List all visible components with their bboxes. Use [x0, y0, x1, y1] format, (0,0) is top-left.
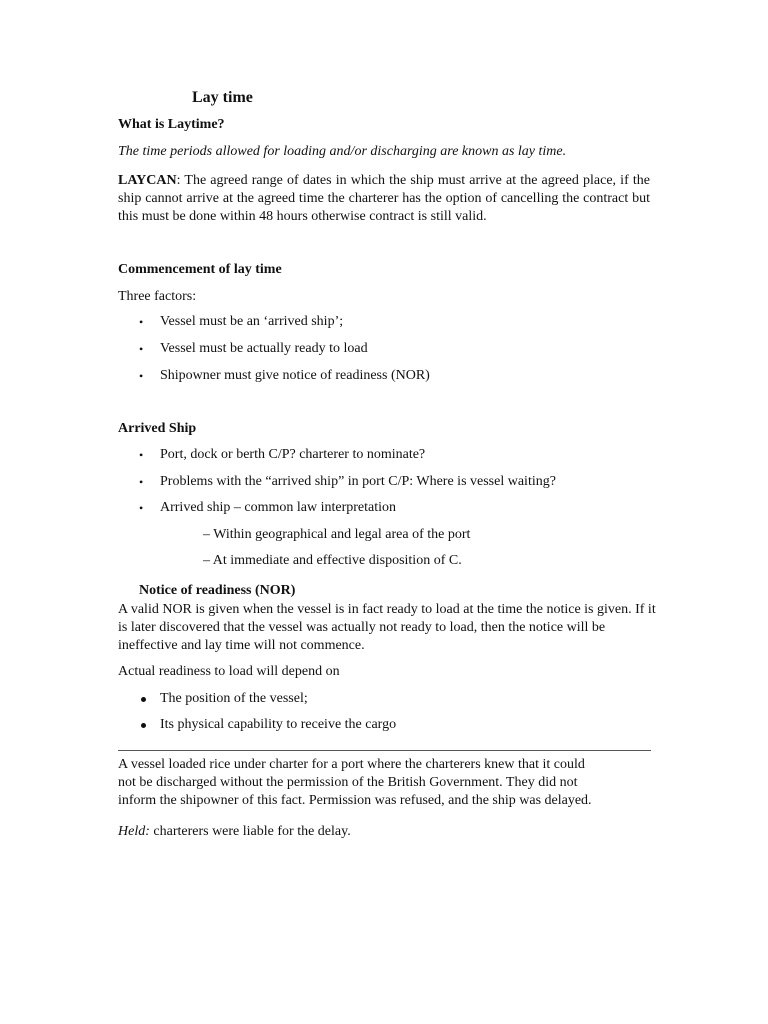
- laytime-definition: The time periods allowed for loading and/or discharging are known as lay time.: [118, 144, 567, 159]
- page-title: Lay time: [192, 89, 253, 106]
- bullet-glyph: •: [139, 501, 144, 515]
- held-label: Held:: [118, 824, 150, 839]
- list-item-text: Problems with the “arrived ship” in port C/P: Where is vessel waiting?: [160, 474, 556, 489]
- held-text: charterers were liable for the delay.: [149, 824, 351, 839]
- list-item-text: Arrived ship – common law interpretation: [160, 500, 396, 515]
- case-line: inform the shipowner of this fact. Permission was refused, and the ship was delayed.: [118, 793, 592, 808]
- list-item-text: The position of the vessel;: [160, 691, 308, 706]
- sub-list-item: – At immediate and effective disposition of C.: [203, 553, 462, 568]
- laycan-text: : The agreed range of dates in which the ship must arrive at the agreed place, if the ship cannot arrive at the agreed time the charterer has the option of cancelling the contract but this must be done within 48 hours otherwise contract is still valid.: [118, 173, 650, 224]
- list-item-text: Its physical capability to receive the cargo: [160, 717, 397, 732]
- laycan-term: LAYCAN: [118, 173, 177, 188]
- held-statement: [118, 823, 351, 841]
- bullet-glyph: •: [139, 448, 144, 462]
- bullet-dot: [141, 697, 146, 702]
- sub-list-item: – Within geographical and legal area of the port: [203, 527, 471, 542]
- bullet-glyph: •: [139, 342, 144, 356]
- list-item-text: Vessel must be an ‘arrived ship’;: [160, 314, 344, 329]
- section-heading-what-is-laytime: What is Laytime?: [118, 117, 225, 132]
- laycan-paragraph: [118, 172, 650, 226]
- section-heading-arrived-ship: Arrived Ship: [118, 421, 197, 436]
- section-heading-commencement: Commencement of lay time: [118, 262, 282, 277]
- nor-paragraph: A valid NOR is given when the vessel is in fact ready to load at the time the notice is given. If it is later discovered that the vessel was actually not ready to load, then the notice will be ineffective and lay time will not commence.: [118, 602, 656, 653]
- bullet-glyph: •: [139, 475, 144, 489]
- case-line: A vessel loaded rice under charter for a port where the charterers knew that it could: [118, 757, 585, 772]
- section-heading-nor: Notice of readiness (NOR): [139, 583, 296, 598]
- bullet-glyph: •: [139, 369, 144, 383]
- horizontal-rule: [118, 750, 651, 751]
- bullet-glyph: •: [139, 315, 144, 329]
- list-item-text: Port, dock or berth C/P? charterer to nominate?: [160, 447, 426, 462]
- readiness-intro: Actual readiness to load will depend on: [118, 664, 340, 679]
- list-item-text: Shipowner must give notice of readiness (NOR): [160, 368, 430, 383]
- commencement-intro: Three factors:: [118, 289, 197, 304]
- bullet-dot: [141, 723, 146, 728]
- case-line: not be discharged without the permission of the British Government. They did not: [118, 775, 578, 790]
- list-item-text: Vessel must be actually ready to load: [160, 341, 368, 356]
